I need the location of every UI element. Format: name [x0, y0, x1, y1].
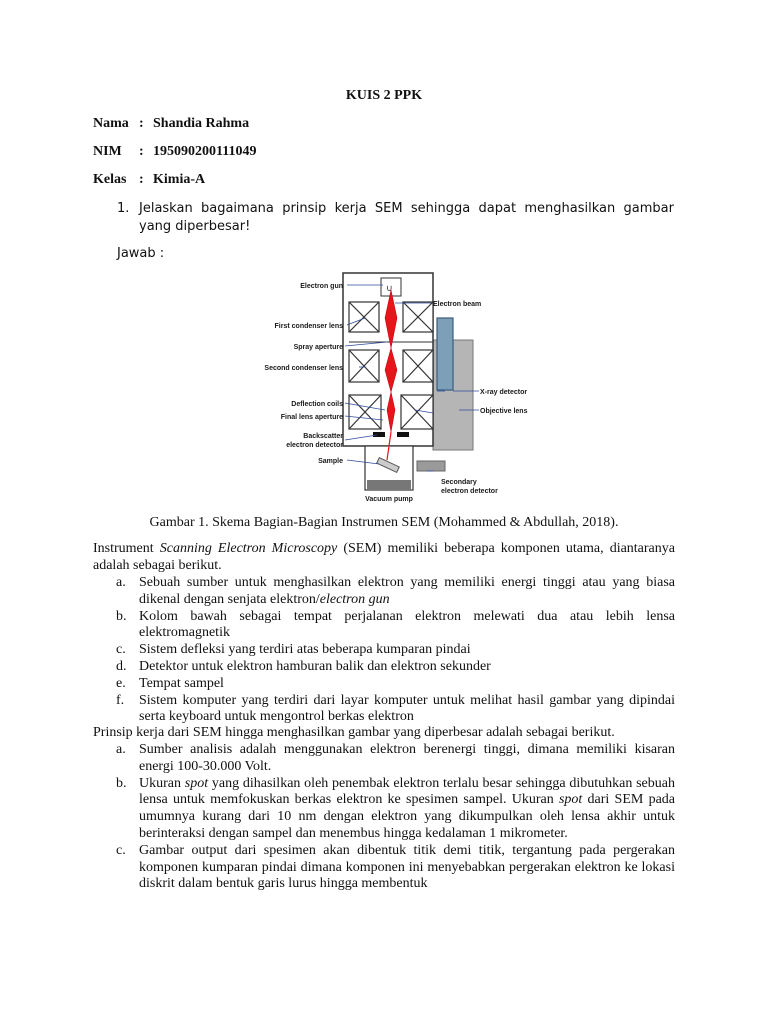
label-final-aperture: Final lens aperture — [280, 414, 343, 421]
list-text: Sistem komputer yang terdiri dari layar komputer untuk melihat hasil gambar yang dipindai serta keyboard untuk mengontrol berkas elektron — [139, 692, 675, 725]
list-text: Tempat sampel — [139, 675, 224, 691]
list-italic: electron gun — [319, 591, 390, 607]
xray-detector — [437, 318, 453, 390]
backscatter-detector — [373, 432, 385, 437]
name-label: Nama — [93, 116, 129, 131]
list-letter: f. — [116, 692, 125, 708]
components-list — [93, 575, 675, 726]
list-letter: a. — [116, 742, 126, 757]
list-item — [116, 608, 675, 643]
list-item — [116, 692, 675, 727]
list-text: Gambar output dari spesimen akan dibentuk titik demi titik, tergantung pada pergerakan komponen kumparan pindai dimana komponen ini menyebabkan pergerakan elektron ke lokasi diskrit dalam bentuk garis lurus hingga membentuk — [139, 842, 675, 892]
nim-field — [93, 144, 256, 160]
list-text: Detektor untuk elektron hamburan balik dan elektron sekunder — [139, 658, 491, 674]
name-field — [93, 116, 249, 132]
list-text: Sumber analisis adalah menggunakan elektron berenergi tinggi, dimana memiliki kisaran energi 100-30.000 Volt. — [139, 742, 675, 774]
question-text: Jelaskan bagaimana prinsip kerja SEM sehingga dapat menghasilkan gambar yang diperbesar! — [139, 201, 674, 234]
question-number: 1. — [117, 201, 130, 216]
class-value: Kimia-A — [153, 172, 206, 187]
vacuum-pump — [367, 480, 411, 490]
label-objective-lens: Objective lens — [480, 408, 528, 415]
list-letter: b. — [116, 775, 127, 791]
secondary-detector — [417, 461, 445, 471]
list-item — [116, 842, 675, 893]
list-letter: a. — [116, 575, 126, 590]
list-text: yang dihasilkan oleh penembak elektron terlalu besar sehingga dibutuhkan sebuah lensa untuk memfokuskan berkas elektron ke spesimen sampel. Ukuran — [139, 775, 675, 808]
question-1 — [117, 200, 674, 236]
list-letter: d. — [116, 658, 127, 674]
list-text: dari SEM pada umumnya kurang dari 10 nm dengan elektron yang dikumpulkan oleh lensa akhir untuk berinteraksi dengan sampel dan menembus hingga kedalaman 1 mikrometer. — [139, 792, 675, 841]
nim-label: NIM — [93, 144, 122, 159]
list-item — [116, 775, 675, 843]
label-spray-aperture: Spray aperture — [293, 344, 343, 351]
list-letter: e. — [116, 675, 126, 691]
label-backscatter-2: electron detector — [286, 442, 343, 449]
sem-diagram — [255, 270, 528, 505]
list-italic: spot — [558, 792, 583, 808]
label-deflection-coils: Deflection coils — [291, 401, 343, 408]
intro-before: Instrument — [93, 541, 160, 556]
figure-caption: Gambar 1. Skema Bagian-Bagian Instrumen SEM (Mohammed & Abdullah, 2018). — [149, 515, 619, 530]
document-title: KUIS 2 PPK — [345, 88, 423, 103]
list-text: Ukuran — [139, 775, 185, 791]
intro-paragraph — [93, 541, 675, 575]
intro-italic: Scanning Electron Microscopy — [159, 541, 338, 556]
gun-glyph: ∪ — [386, 283, 393, 293]
list-text: Kolom bawah sebagai tempat perjalanan elektron melewati dua atau lebih lensa elektromagnetik — [139, 608, 675, 641]
list-letter: c. — [116, 842, 126, 858]
list-item — [116, 675, 675, 693]
list-italic: spot — [184, 775, 209, 791]
label-backscatter-1: Backscatter — [303, 433, 343, 440]
name-colon: : — [139, 116, 144, 131]
label-secondary-1: Secondary — [441, 479, 477, 486]
class-colon: : — [139, 172, 144, 187]
label-electron-gun: Electron gun — [300, 283, 343, 290]
class-field — [93, 172, 205, 188]
label-second-condenser: Second condenser lens — [264, 365, 343, 372]
list-item — [116, 642, 675, 659]
class-label: Kelas — [93, 172, 127, 187]
name-value: Shandia Rahma — [153, 116, 250, 131]
electron-beam — [385, 290, 397, 432]
list-item — [116, 658, 675, 676]
label-first-condenser: First condenser lens — [274, 323, 343, 330]
list-letter: b. — [116, 608, 127, 624]
label-secondary-2: electron detector — [441, 488, 498, 495]
principle-intro: Prinsip kerja dari SEM hingga menghasilkan gambar yang diperbesar adalah sebagai berikut. — [93, 725, 615, 740]
intro-after: (SEM) memiliki beberapa komponen utama, diantaranya adalah sebagai berikut. — [93, 541, 675, 573]
label-electron-beam: Electron beam — [433, 301, 482, 308]
list-item — [116, 575, 675, 609]
list-item — [116, 742, 675, 776]
nim-value: 195090200111049 — [153, 144, 257, 159]
principles-list — [93, 742, 675, 893]
answer-label: Jawab : — [117, 246, 165, 261]
list-text: Sistem defleksi yang terdiri atas beberapa kumparan pindai — [139, 642, 471, 658]
label-vacuum-pump: Vacuum pump — [365, 496, 413, 503]
nim-colon: : — [139, 144, 144, 159]
label-xray-detector: X-ray detector — [480, 389, 528, 396]
label-sample: Sample — [318, 458, 343, 465]
list-text: Sebuah sumber untuk menghasilkan elektron yang memiliki energi tinggi atau yang biasa dikenal dengan senjata elektron/ — [139, 575, 675, 607]
list-letter: c. — [116, 642, 126, 658]
